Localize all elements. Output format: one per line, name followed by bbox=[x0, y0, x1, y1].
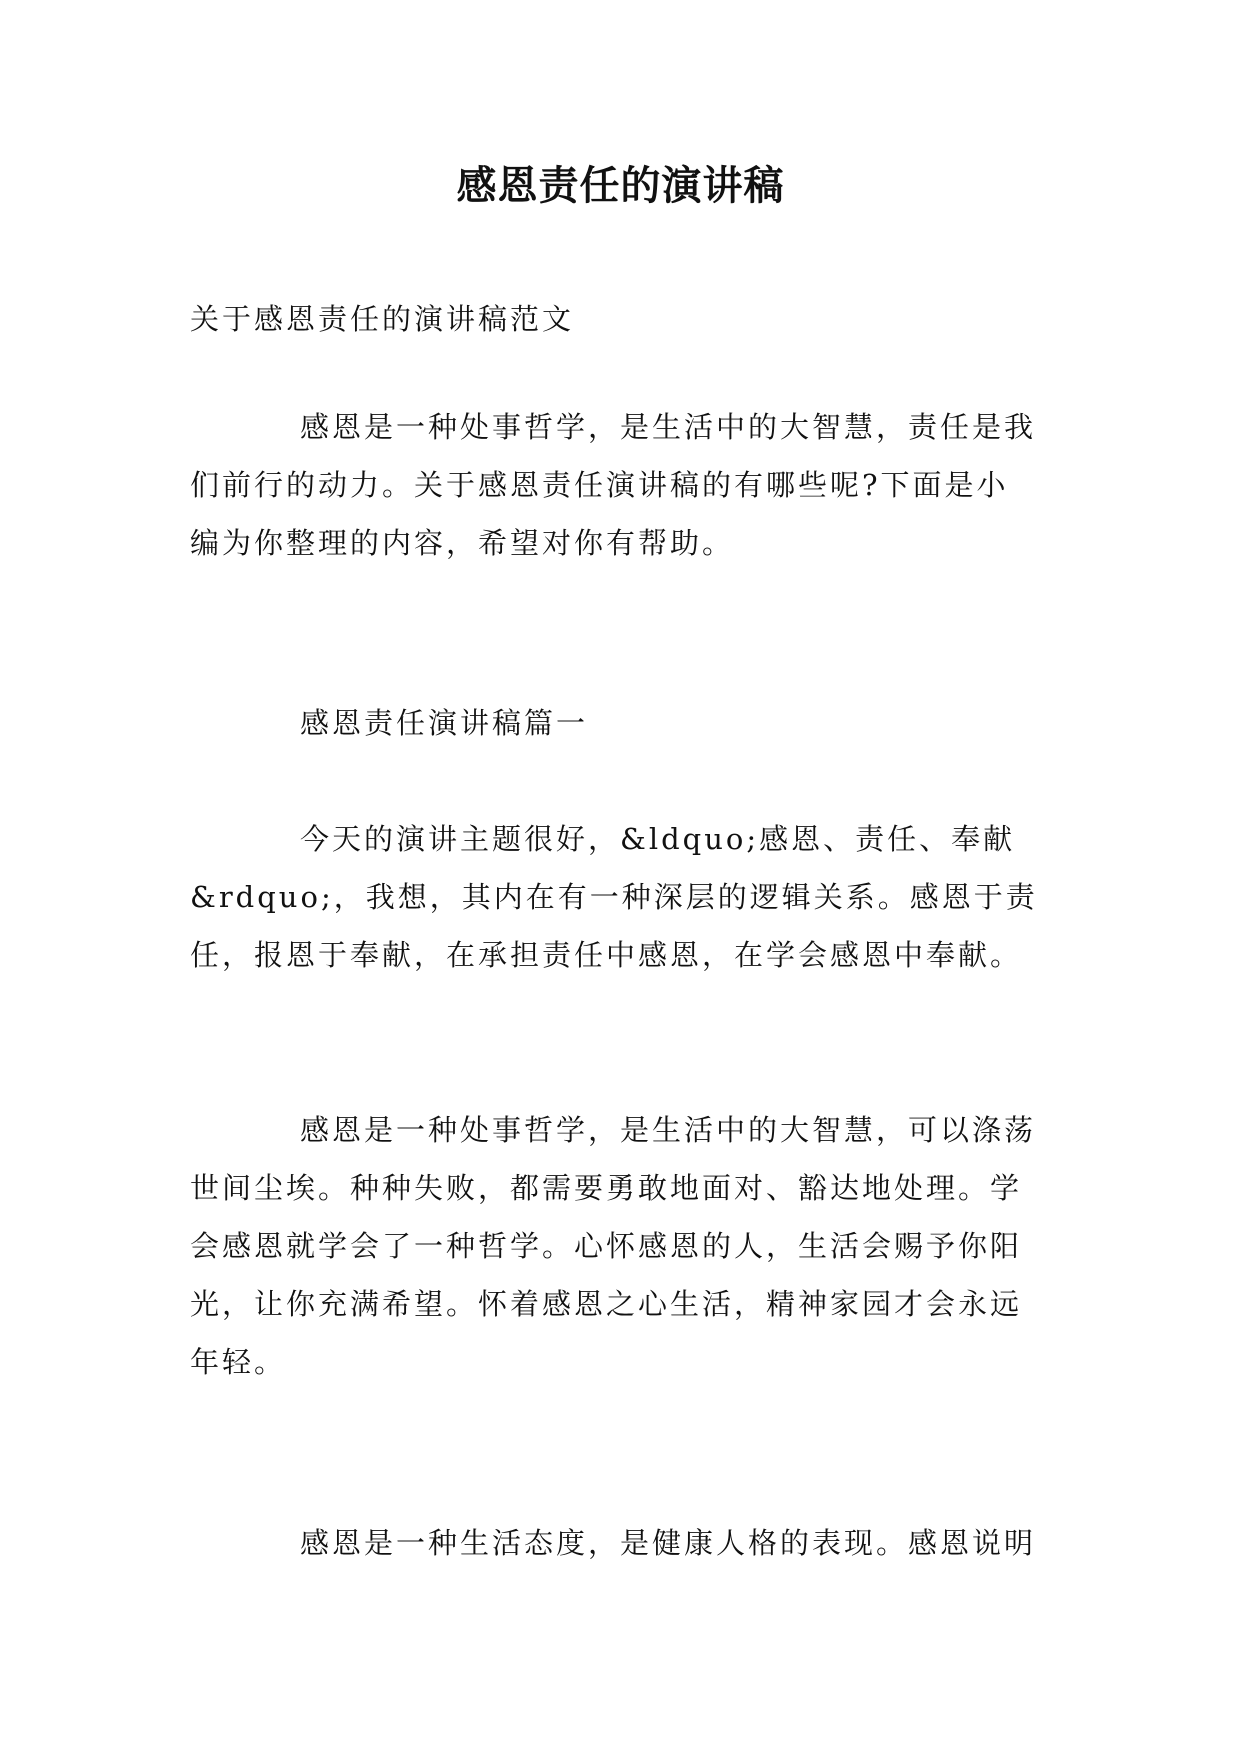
paragraph-line: 年轻。 bbox=[190, 1345, 287, 1379]
document-title: 感恩责任的演讲稿 bbox=[456, 162, 785, 209]
paragraph-line: 会感恩就学会了一种哲学。心怀感恩的人，生活会赐予你阳 bbox=[190, 1229, 1023, 1263]
section-heading: 感恩责任演讲稿篇一 bbox=[300, 706, 589, 740]
paragraph-line: 感恩是一种生活态度，是健康人格的表现。感恩说明 bbox=[300, 1526, 1037, 1560]
paragraph-line: 世间尘埃。种种失败，都需要勇敢地面对、豁达地处理。学 bbox=[190, 1171, 1023, 1205]
paragraph-line: 任，报恩于奉献，在承担责任中感恩，在学会感恩中奉献。 bbox=[190, 938, 1023, 972]
paragraph-line: 感恩是一种处事哲学，是生活中的大智慧，可以涤荡 bbox=[300, 1113, 1037, 1147]
paragraph-line: &rdquo;，我想，其内在有一种深层的逻辑关系。感恩于责 bbox=[190, 880, 1038, 914]
intro-line: 感恩是一种处事哲学，是生活中的大智慧，责任是我 bbox=[300, 410, 1037, 444]
paragraph-line: 光，让你充满希望。怀着感恩之心生活，精神家园才会永远 bbox=[190, 1287, 1023, 1321]
intro-line: 编为你整理的内容，希望对你有帮助。 bbox=[190, 526, 735, 560]
document-subtitle: 关于感恩责任的演讲稿范文 bbox=[190, 302, 575, 336]
intro-line: 们前行的动力。关于感恩责任演讲稿的有哪些呢?下面是小 bbox=[190, 468, 1009, 502]
paragraph-line: 今天的演讲主题很好，&ldquo;感恩、责任、奉献 bbox=[300, 822, 1016, 856]
